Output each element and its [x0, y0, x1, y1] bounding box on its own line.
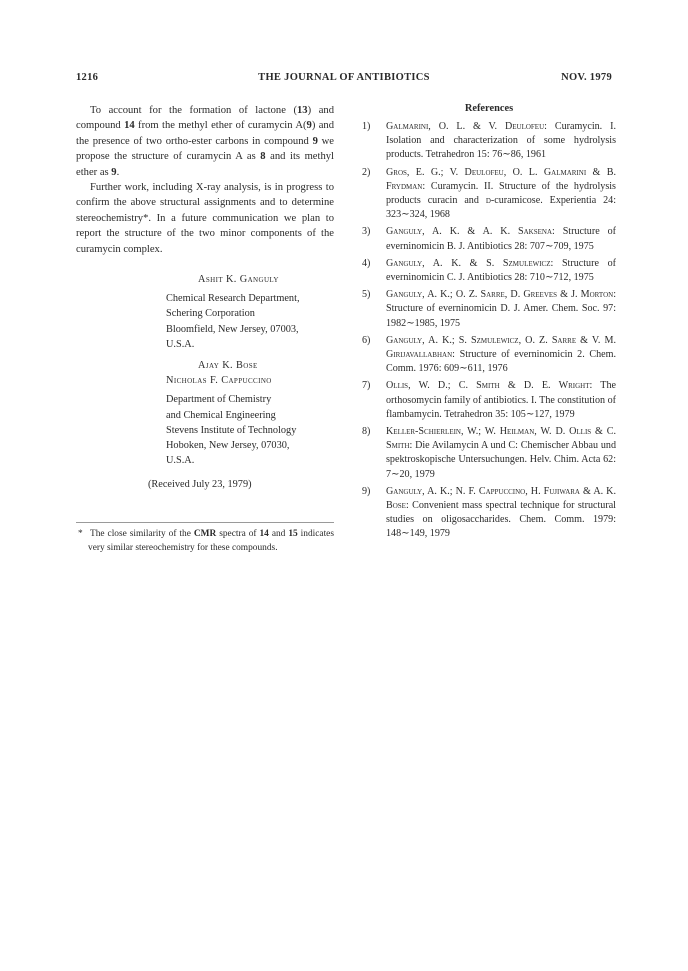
- affiliation-2: [166, 392, 334, 468]
- reference-text: Ganguly, A. K. & A. K. Saksena: Structure of everninomicin B. J. Antibiotics 28: 707∼709, 1975: [386, 226, 616, 252]
- affiliation-line: Bloomfield, New Jersey, 07003,: [166, 323, 299, 335]
- references-column: [362, 103, 616, 545]
- reference-number: 2): [362, 166, 371, 178]
- reference-item: [362, 379, 616, 422]
- affiliation-1: [166, 291, 334, 352]
- reference-text: Keller-Schierlein, W.; W. Heilman, W. D. Ollis & C. Smith: Die Avilamycin A und C: Chemischer Abbau und spektroskopische Untersuchungen. Helv. Chim. Acta 62: 7∼20, 1979: [386, 426, 616, 480]
- reference-number: 6): [362, 334, 371, 346]
- reference-item: [362, 225, 616, 253]
- signature-block: [76, 272, 334, 492]
- references-heading: References: [464, 103, 514, 114]
- reference-text: Ganguly, A. K.; O. Z. Sarre, D. Greeves & J. Morton: Structure of everninomicin D. J. Amer. Chem. Soc. 97: 1982∼1985, 1975: [386, 289, 616, 329]
- left-column: [76, 103, 334, 492]
- affiliation-line: U.S.A.: [166, 455, 195, 467]
- reference-number: 9): [362, 485, 371, 497]
- author-name: Ashit K. Ganguly: [198, 274, 279, 286]
- reference-item: [362, 166, 616, 223]
- reference-number: 5): [362, 289, 371, 301]
- reference-text: Galmarini, O. L. & V. Deulofeu: Curamycin. I. Isolation and characterization of some hydrolysis products. Tetrahedron 15: 76∼86, 1961: [386, 121, 616, 161]
- affiliation-line: U.S.A.: [166, 338, 195, 350]
- affiliation-line: Schering Corporation: [166, 308, 255, 320]
- footnote-text: The close similarity of the CMR spectra of 14 and 15 indicates very similar stereochemistry for these compounds.: [88, 529, 334, 553]
- reference-number: 3): [362, 226, 371, 238]
- reference-item: [362, 120, 616, 163]
- reference-text: Ganguly, A. K. & S. Szmulewicz: Structure of everninomicin C. J. Antibiotics 28: 710∼712, 1975: [386, 257, 616, 284]
- footnote-rule: [76, 522, 334, 523]
- reference-number: 4): [362, 257, 371, 269]
- affiliation-line: Stevens Institute of Technology: [166, 424, 297, 436]
- journal-title: THE JOURNAL OF ANTIBIOTICS: [258, 72, 430, 83]
- footnote-mark: *: [78, 529, 83, 539]
- affiliation-line: Department of Chemistry: [166, 394, 272, 406]
- reference-text: Ollis, W. D.; C. Smith & D. E. Wright: The orthosomycin family of antibiotics. I. The constitution of flambamycin. Tetrahedron 35: 105∼127, 1979: [386, 380, 616, 420]
- reference-number: 8): [362, 426, 371, 438]
- reference-list: [362, 120, 616, 542]
- author-name: Ajay K. Bose: [198, 360, 258, 372]
- reference-item: [362, 288, 616, 331]
- reference-text: Ganguly, A. K.; S. Szmulewicz, O. Z. Sarre & V. M. Girijavallabhan: Structure of everninomicin 2. Chem. Comm. 1976: 609∼611, 1976: [386, 334, 616, 375]
- received-date: (Received July 23, 1979): [148, 478, 252, 490]
- reference-number: 7): [362, 380, 371, 392]
- reference-number: 1): [362, 121, 371, 132]
- footnote: [76, 528, 334, 555]
- issue-date: NOV. 1979: [561, 72, 612, 83]
- reference-text: Gros, E. G.; V. Deulofeu, O. L. Galmarini & B. Frydman: Curamycin. II. Structure of the hydrolysis products curacin and d-curamicose. Experientia 24: 323∼324, 1968: [386, 166, 617, 221]
- affiliation-line: Hoboken, New Jersey, 07030,: [166, 440, 290, 452]
- reference-item: [362, 485, 616, 542]
- body-paragraph-2: Further work, including X-ray analysis, is in progress to confirm the above structural assignments and to determine stereochemistry*. In a future communication we plan to report the structure of the two minor components of the curamycin complex.: [76, 182, 334, 255]
- reference-item: [362, 425, 616, 482]
- reference-item: [362, 257, 616, 285]
- reference-text: Ganguly, A. K.; N. F. Cappuccino, H. Fujiwara & A. K. Bose: Convenient mass spectral technique for structural studies on oligosaccharides. Chem. Comm. 1979: 148∼149, 1979: [386, 485, 616, 540]
- page-number: 1216: [76, 72, 99, 83]
- body-paragraph-1: To account for the formation of lactone (13) and compound 14 from the methyl ether of curamycin A(9) and the presence of two ortho-ester carbons in compound 9 we propose the structure of curamycin A as 8 and its methyl ether as 9.: [76, 105, 335, 178]
- author-name: Nicholas F. Cappuccino: [166, 375, 272, 387]
- reference-item: [362, 334, 616, 377]
- affiliation-line: Chemical Research Department,: [166, 293, 300, 305]
- affiliation-line: and Chemical Engineering: [166, 409, 276, 421]
